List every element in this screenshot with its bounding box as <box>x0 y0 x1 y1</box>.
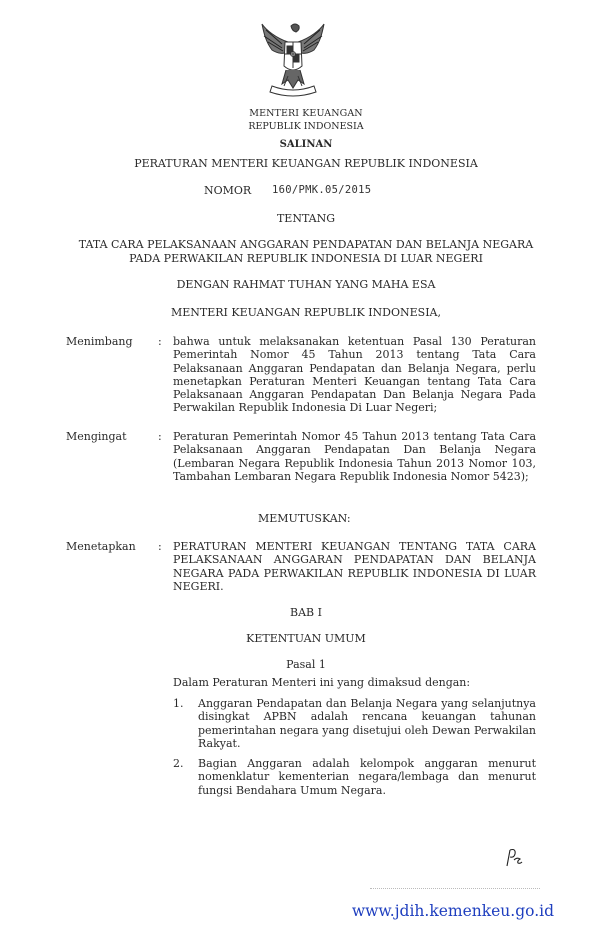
chapter-number: BAB I <box>290 606 322 619</box>
list-item: Bagian Anggaran adalah kelompok anggaran menurut nomenklatur kementerian negara/lembaga dan menurut fungsi Bendahara Umum Negara. <box>198 757 536 797</box>
regulation-title: PERATURAN MENTERI KEUANGAN REPUBLIK INDONESIA <box>134 157 478 170</box>
list-item-number: 1. <box>173 697 184 710</box>
tentang-heading: TENTANG <box>276 212 336 225</box>
garuda-emblem-icon <box>258 20 328 100</box>
list-item: Anggaran Pendapatan dan Belanja Negara yang selanjutnya disingkat APBN adalah rencana keuangan tahunan pemerintahan negara yang disetujui oleh Dewan Perwakilan Rakyat. <box>198 697 536 750</box>
mengingat-label: Mengingat <box>66 430 127 443</box>
ministry-name: MENTERI KEUANGAN <box>249 108 363 119</box>
menimbang-colon: : <box>158 335 162 348</box>
menetapkan-colon: : <box>158 540 162 553</box>
mengingat-colon: : <box>158 430 162 443</box>
memutuskan-heading: MEMUTUSKAN: <box>258 512 351 525</box>
subject-line-1: TATA CARA PELAKSANAAN ANGGARAN PENDAPATAN DAN BELANJA NEGARA <box>78 238 534 251</box>
subject-line-2: PADA PERWAKILAN REPUBLIK INDONESIA DI LUAR NEGERI <box>129 252 483 265</box>
footer-url-link[interactable]: www.jdih.kemenkeu.go.id <box>351 902 554 920</box>
salinan-stamp: SALINAN <box>279 139 333 150</box>
pasal-intro: Dalam Peraturan Menteri ini yang dimaksud dengan: <box>173 676 471 689</box>
ministry-country: REPUBLIK INDONESIA <box>248 121 364 132</box>
mengingat-text: Peraturan Pemerintah Nomor 45 Tahun 2013 tentang Tata Cara Pelaksanaan Anggaran Pendapatan Dan Belanja Negara (Lembaran Negara Republik Indonesia Tahun 2013 Nomor 103, Tambahan Lembaran Negara Republik Indonesia Nomor 5423); <box>173 430 536 483</box>
rahmat-line: DENGAN RAHMAT TUHAN YANG MAHA ESA <box>176 278 436 291</box>
official-line: MENTERI KEUANGAN REPUBLIK INDONESIA, <box>170 306 442 319</box>
chapter-title: KETENTUAN UMUM <box>246 632 366 645</box>
menetapkan-label: Menetapkan <box>66 540 136 553</box>
footer-divider <box>370 888 540 891</box>
list-item-number: 2. <box>173 757 184 770</box>
nomor-label: NOMOR <box>204 184 252 197</box>
menetapkan-text: PERATURAN MENTERI KEUANGAN TENTANG TATA CARA PELAKSANAAN ANGGARAN PENDAPATAN DAN BELANJA NEGARA PADA PERWAKILAN REPUBLIK INDONESIA DI LUAR NEGERI. <box>173 540 536 593</box>
menimbang-text: bahwa untuk melaksanakan ketentuan Pasal 130 Peraturan Pemerintah Nomor 45 Tahun 2013 tentang Tata Cara Pelaksanaan Anggaran Pendapatan dan Belanja Negara, perlu menetapkan Peraturan Menteri Keuangan tentang Tata Cara Pelaksanaan Anggaran Pendapatan Dan Belanja Negara Pada Perwakilan Republik Indonesia Di Luar Negeri; <box>173 335 536 415</box>
nomor-value: 160/PMK.05/2015 <box>272 184 372 196</box>
initial-signature <box>504 846 524 868</box>
pasal-heading: Pasal 1 <box>286 658 326 671</box>
menimbang-label: Menimbang <box>66 335 133 348</box>
